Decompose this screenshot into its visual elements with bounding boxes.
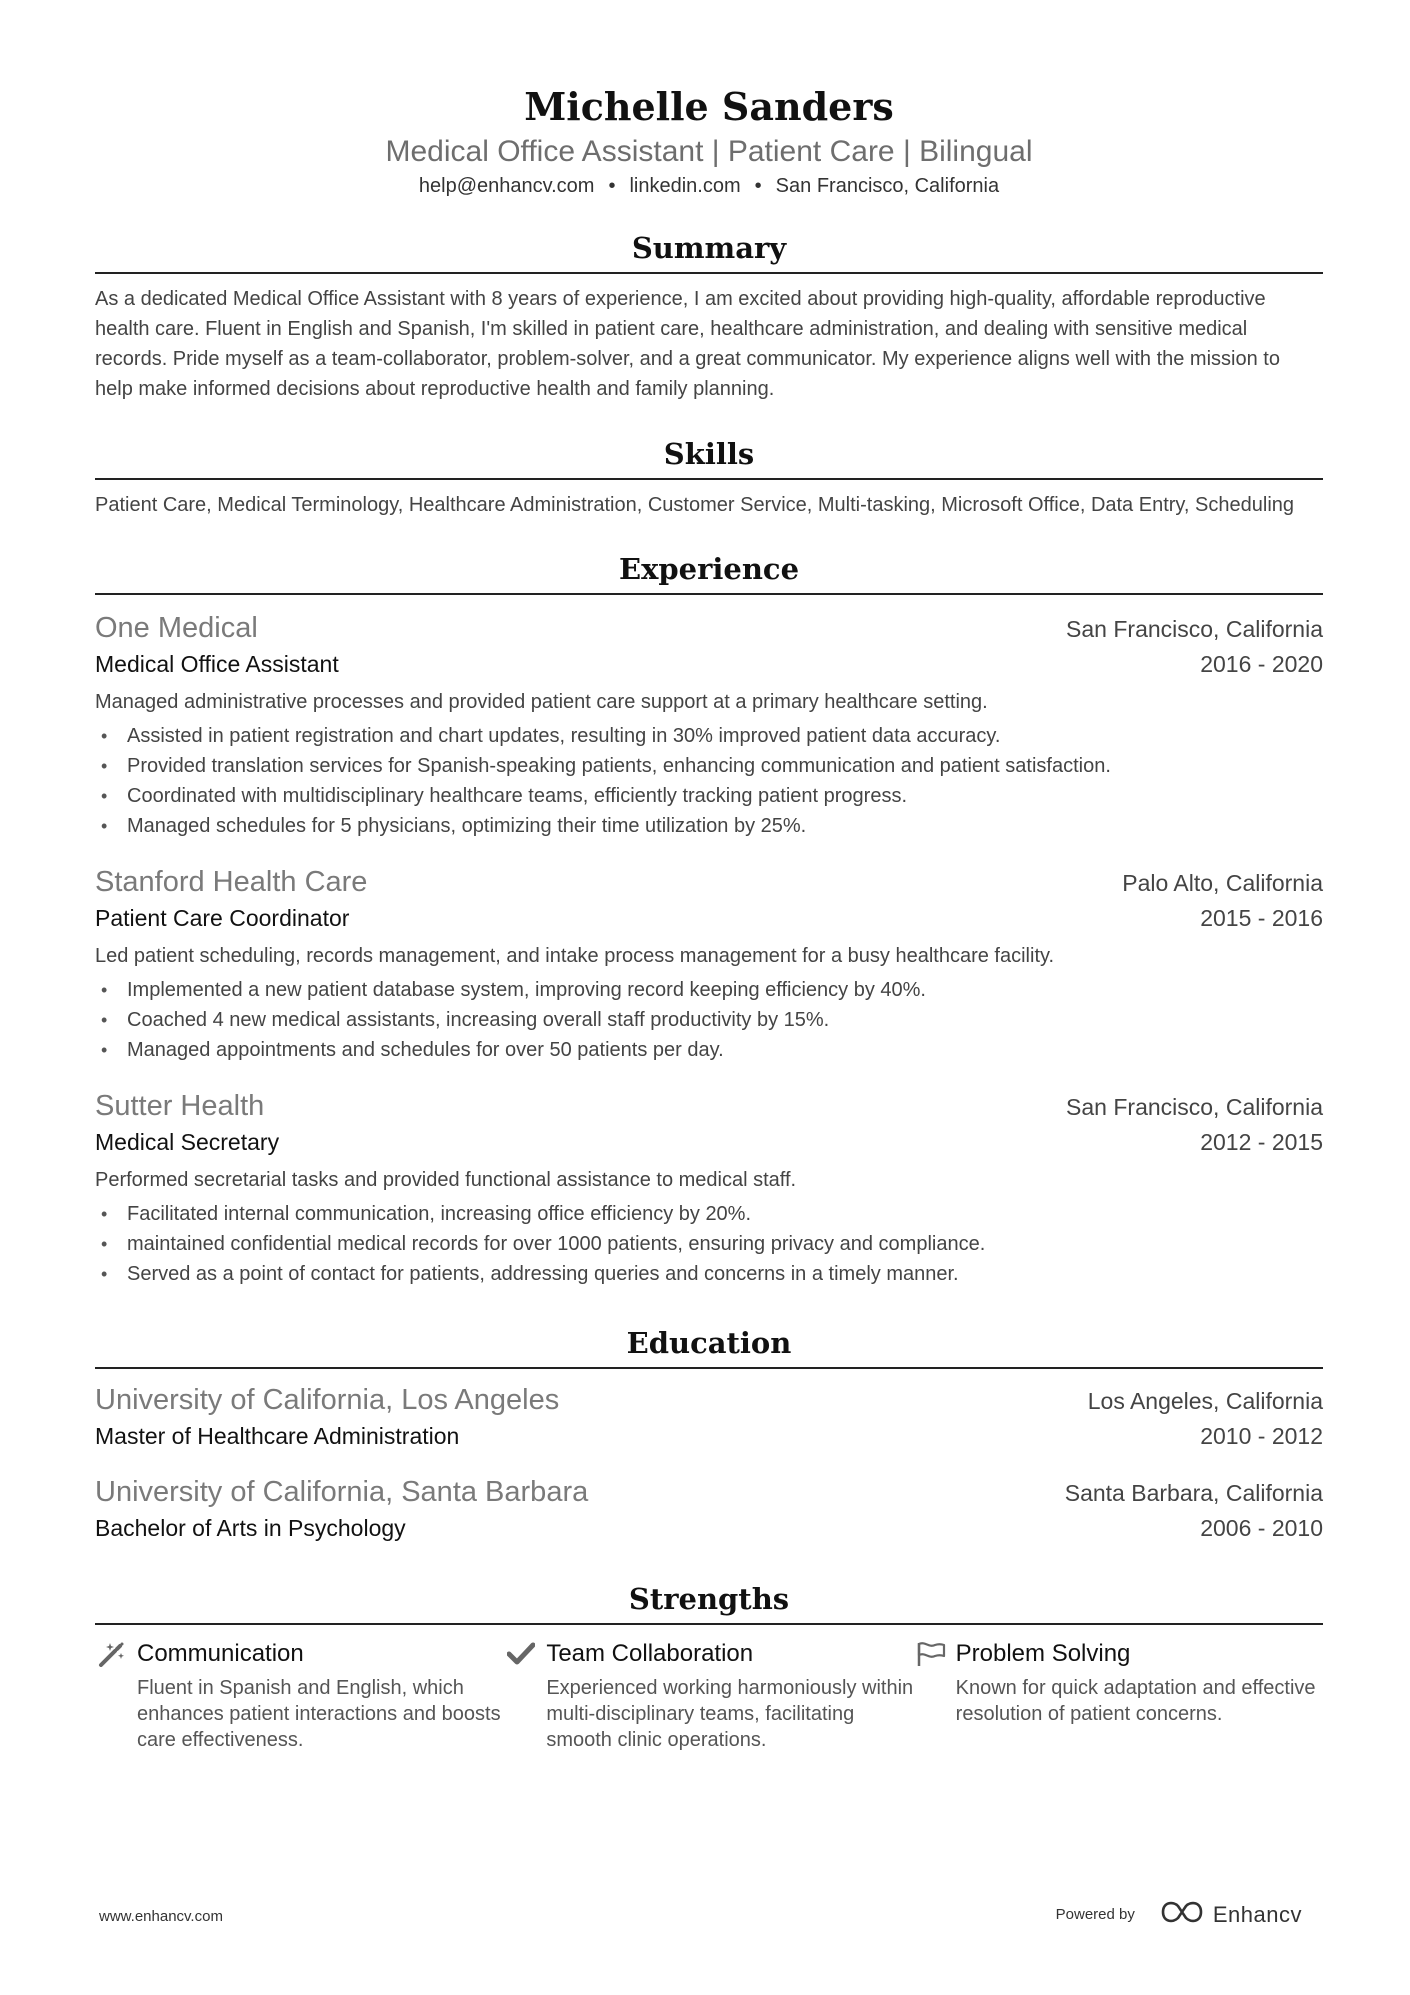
- achievement-list: [95, 721, 1323, 841]
- separator-dot: •: [608, 175, 616, 197]
- strength-title: Problem Solving: [955, 1640, 1131, 1667]
- achievement-item: • Implemented a new patient database system, improving record keeping efficiency by 40%.: [95, 975, 1323, 1005]
- contact-line: [95, 172, 1323, 200]
- school-location: Santa Barbara, California: [1064, 1480, 1323, 1506]
- job-title: Medical Office Assistant: [95, 651, 339, 677]
- strength-item: [95, 1637, 504, 1753]
- strength-description: Known for quick adaptation and effective resolution of patient concerns.: [955, 1677, 1316, 1725]
- experience-entry: [95, 1087, 1323, 1289]
- achievement-item: • maintained confidential medical records for over 1000 patients, ensuring privacy and compliance.: [95, 1229, 1323, 1259]
- job-dates: 2016 - 2020: [1200, 651, 1323, 677]
- strength-item: [504, 1637, 913, 1753]
- achievement-item: • Served as a point of contact for patients, addressing queries and concerns in a timely manner.: [95, 1259, 1323, 1289]
- powered-by-label: Powered by: [1055, 1906, 1135, 1923]
- footer-branding: [1056, 1900, 1302, 1929]
- company-name: One Medical: [95, 612, 258, 644]
- checkmark-icon: [504, 1637, 538, 1671]
- education-section: [95, 1323, 1323, 1545]
- education-dates: 2006 - 2010: [1200, 1515, 1323, 1541]
- achievement-item: • Managed appointments and schedules for over 50 patients per day.: [95, 1035, 1323, 1065]
- education-entry: [95, 1381, 1323, 1453]
- achievement-list: [95, 1199, 1323, 1289]
- job-dates: 2015 - 2016: [1200, 905, 1323, 931]
- achievement-item: • Managed schedules for 5 physicians, optimizing their time utilization by 25%.: [95, 811, 1323, 841]
- section-title-summary: Summary: [95, 228, 1323, 274]
- skills-list: Patient Care, Medical Terminology, Healthcare Administration, Customer Service, Multi-tasking, Microsoft Office, Data Entry, Scheduling: [95, 494, 1295, 516]
- school-name: University of California, Santa Barbara: [95, 1476, 589, 1508]
- summary-text: As a dedicated Medical Office Assistant with 8 years of experience, I am excited about providing high-quality, affordable reproductive health care. Fluent in English and Spanish, I'm skilled in patient care, healthcare administration, and dealing with sensitive medical records. Pride myself as a team-collaborator, problem-solver, and a great communicator. My experience aligns well with the mission to help make informed decisions about reproductive health and family planning.: [95, 288, 1280, 400]
- resume-header: [95, 84, 1323, 200]
- achievement-item: • Provided translation services for Spanish-speaking patients, enhancing communication and patient satisfaction.: [95, 751, 1323, 781]
- strengths-grid: [95, 1637, 1323, 1753]
- job-location: San Francisco, California: [1066, 1094, 1323, 1120]
- experience-entry: [95, 863, 1323, 1065]
- section-title-education: Education: [95, 1323, 1323, 1369]
- contact-location: San Francisco, California: [775, 175, 1000, 197]
- footer-website[interactable]: www.enhancv.com: [99, 1908, 223, 1925]
- magic-wand-icon: [95, 1637, 129, 1671]
- job-description: Led patient scheduling, records management, and intake process management for a busy healthcare facility.: [95, 945, 1055, 967]
- section-title-experience: Experience: [95, 549, 1323, 595]
- separator-dot: •: [754, 175, 762, 197]
- strength-item: [914, 1637, 1323, 1753]
- candidate-name: Michelle Sanders: [524, 84, 894, 129]
- brand-name: Enhancv: [1212, 1901, 1302, 1927]
- flag-icon: [914, 1637, 948, 1671]
- candidate-tagline: Medical Office Assistant | Patient Care | Bilingual: [385, 135, 1033, 168]
- strength-description: Fluent in Spanish and English, which enhances patient interactions and boosts care effectiveness.: [137, 1677, 501, 1751]
- school-location: Los Angeles, California: [1087, 1388, 1323, 1414]
- job-dates: 2012 - 2015: [1200, 1129, 1323, 1155]
- achievement-list: [95, 975, 1323, 1065]
- contact-email[interactable]: help@enhancv.com: [418, 175, 595, 197]
- education-entry: [95, 1473, 1323, 1545]
- strength-title: Team Collaboration: [546, 1640, 754, 1667]
- enhancv-logo-icon: [1159, 1900, 1205, 1929]
- section-title-strengths: Strengths: [95, 1579, 1323, 1625]
- company-name: Sutter Health: [95, 1090, 265, 1122]
- job-location: San Francisco, California: [1066, 616, 1323, 642]
- contact-linkedin[interactable]: linkedin.com: [629, 175, 741, 197]
- achievement-item: • Facilitated internal communication, increasing office efficiency by 20%.: [95, 1199, 1323, 1229]
- school-name: University of California, Los Angeles: [95, 1384, 560, 1416]
- strengths-section: [95, 1579, 1323, 1753]
- summary-section: [95, 228, 1323, 404]
- degree-name: Bachelor of Arts in Psychology: [95, 1515, 406, 1541]
- achievement-item: • Coordinated with multidisciplinary healthcare teams, efficiently tracking patient progress.: [95, 781, 1323, 811]
- degree-name: Master of Healthcare Administration: [95, 1423, 460, 1449]
- achievement-item: • Coached 4 new medical assistants, increasing overall staff productivity by 15%.: [95, 1005, 1323, 1035]
- job-title: Patient Care Coordinator: [95, 905, 350, 931]
- experience-section: [95, 549, 1323, 1289]
- job-description: Performed secretarial tasks and provided functional assistance to medical staff.: [95, 1169, 797, 1191]
- experience-entry: [95, 609, 1323, 841]
- education-dates: 2010 - 2012: [1200, 1423, 1323, 1449]
- resume-page: [95, 84, 1323, 1753]
- job-title: Medical Secretary: [95, 1129, 280, 1155]
- achievement-item: • Assisted in patient registration and chart updates, resulting in 30% improved patient data accuracy.: [95, 721, 1323, 751]
- skills-section: [95, 434, 1323, 519]
- strength-title: Communication: [137, 1640, 304, 1667]
- company-name: Stanford Health Care: [95, 866, 368, 898]
- job-location: Palo Alto, California: [1122, 870, 1323, 896]
- section-title-skills: Skills: [95, 434, 1323, 480]
- strength-description: Experienced working harmoniously within multi-disciplinary teams, facilitating smooth clinic operations.: [546, 1677, 914, 1751]
- job-description: Managed administrative processes and provided patient care support at a primary healthcare setting.: [95, 691, 988, 713]
